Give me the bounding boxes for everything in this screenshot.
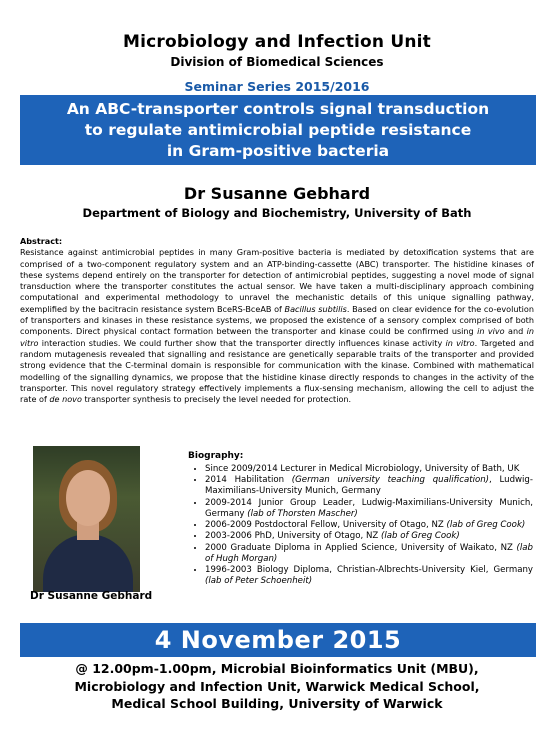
abstract-text-italic: Bacillus subtilis [284,303,347,314]
biography-list [188,464,533,587]
event-venue [0,660,554,713]
biography-item: • 2000 Graduate Diploma in Applied Science, University of Waikato, NZ (lab of Hugh Morgan) [205,543,533,565]
biography-item: • 2006-2009 Postdoctoral Fellow, University of Otago, NZ (lab of Greg Cook) [205,520,533,531]
abstract-text: transporter synthesis to precisely the level needed for protection. [81,394,352,405]
abstract [20,236,534,405]
talk-title-line: to regulate antimicrobial peptide resistance [84,120,472,139]
biography-item: • 2014 Habilitation (German university teaching qualification), Ludwig-Maximilians-University Munich, Germany [205,475,533,497]
abstract-text: . Based on clear evidence for the co-evolution of transporters and kinases in these resistance systems, we proposed the existence of a sensory complex comprised of both components. Direct physical contact formation between the transporter and kinase could be confirmed using [20,303,534,337]
biography-label: Biography: [188,451,244,461]
speaker-department: Department of Biology and Biochemistry, University of Bath [82,206,472,220]
talk-title-line: in Gram-positive bacteria [166,141,390,160]
seminar-series: Seminar Series 2015/2016 [184,79,370,94]
venue-line: @ 12.00pm-1.00pm, Microbial Bioinformatics Unit (MBU), [75,661,479,676]
abstract-text: . Targeted and random mutagenesis revealed that signalling and resistance are genetically separable traits of the transporter and provided strong evidence that the C-terminal domain is responsible for communication with the kinase. Combined with mathematical modelling of the signalling dynamics, we propose that the histidine kinase directly responds to changes in the activity of the transporter. This novel regulatory strategy effectively implements a flux-sensing mechanism, allowing the cell to adjust the rate of [20,337,534,405]
abstract-text-italic: in vivo [477,326,505,337]
division-title: Division of Biomedical Sciences [170,55,384,69]
biography-item: • Since 2009/2014 Lecturer in Medical Microbiology, University of Bath, UK [205,464,533,475]
biography-item: • 1996-2003 Biology Diploma, Christian-Albrechts-University Kiel, Germany (lab of Peter Schoenheit) [205,565,533,587]
talk-title-banner [20,95,536,165]
biography-item: • 2009-2014 Junior Group Leader, Ludwig-Maximilians-University Munich, Germany (lab of Thorsten Mascher) [205,498,533,520]
abstract-text: Resistance against antimicrobial peptides in many Gram-positive bacteria is mediated by detoxification systems that are comprised of a two-component regulatory system and an ATP-binding-cassette (ABC) transporter. The histidine kinases of these systems depend entirely on the transporter for detection of antimicrobial peptides, suggesting a novel mode of signal transduction where the transporter constitutes the actual sensor. We have taken a multi-disciplinary approach combining computational and experimental methodology to unravel the mechanistic details of this unique signalling pathway, exemplified by the bacitracin resistance system BceRS-BceAB of [20,247,534,314]
abstract-text: and [504,326,527,337]
abstract-text-italic: de novo [49,394,82,405]
photo-caption: Dr Susanne Gebhard [30,590,153,602]
biography-item: • 2003-2006 PhD, University of Otago, NZ (lab of Greg Cook) [205,531,533,542]
speaker-name: Dr Susanne Gebhard [183,184,371,203]
abstract-text-italic: in vitro [20,326,535,348]
talk-title-line: An ABC-transporter controls signal transduction [66,99,490,118]
abstract-label: Abstract: [20,236,63,246]
unit-title: Microbiology and Infection Unit [122,32,432,52]
venue-line: Microbiology and Infection Unit, Warwick Medical School, [74,678,480,694]
abstract-text: interaction studies. We could further show that the transporter directly influences kinase activity [38,337,446,348]
biography [188,451,533,587]
venue-line: Medical School Building, University of Warwick [111,696,443,711]
abstract-text-italic: in vitro [445,337,475,348]
event-date: 4 November 2015 [20,623,536,657]
speaker-photo [33,446,140,592]
